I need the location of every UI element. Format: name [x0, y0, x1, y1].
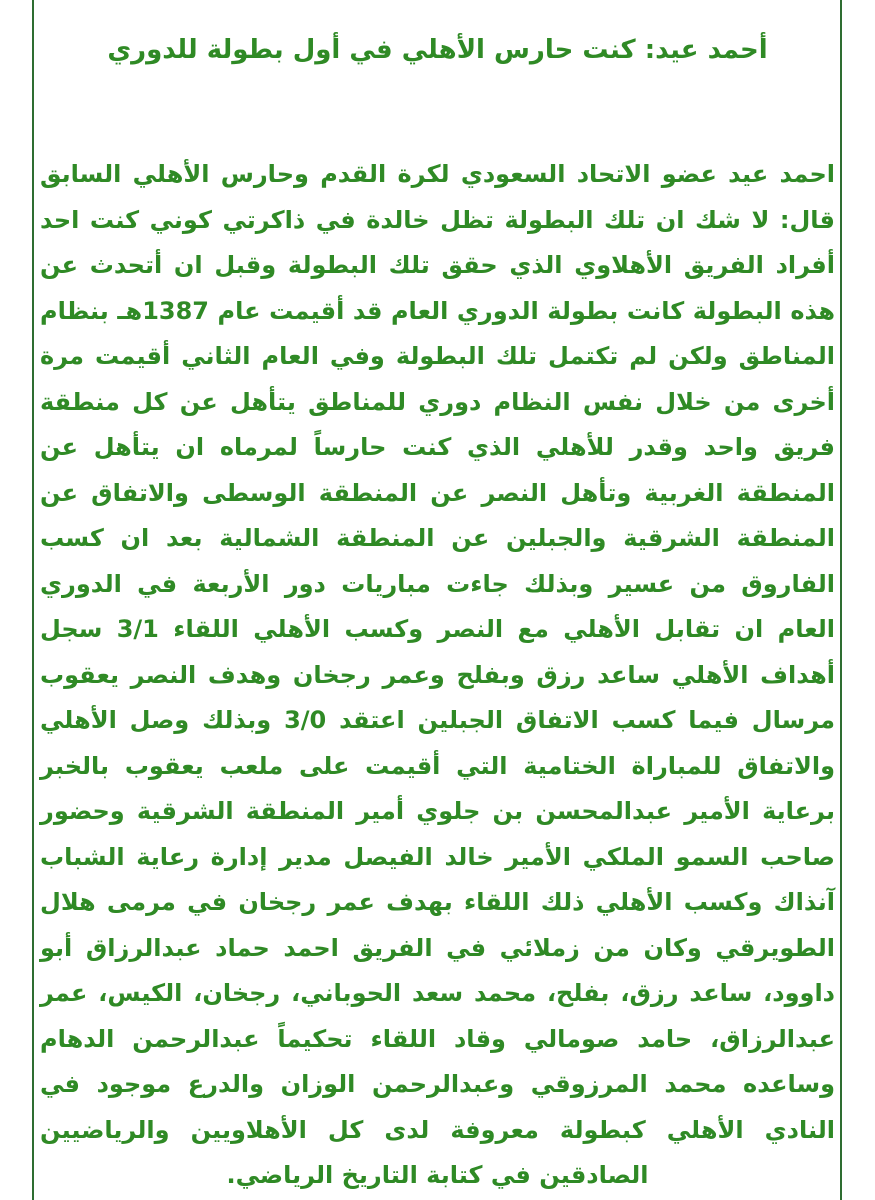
- article-title: أحمد عيد: كنت حارس الأهلي في أول بطولة للدوري: [107, 35, 768, 65]
- article-body: احمد عيد عضو الاتحاد السعودي لكرة القدم وحارس الأهلي السابق قال: لا شك ان تلك البطولة تظل خالدة في ذاكرتي كوني كنت احد أفراد الفريق الأهلاوي الذي حقق تلك البطولة وقبل ان أتحدث عن هذه البطولة كانت بطولة الدوري العام قد أقيمت عام 1387هـ بنظام المناطق ولكن لم تكتمل تلك البطولة وفي العام الثاني أقيمت مرة أخرى من خلال نفس النظام دوري للمناطق يتأهل عن كل منطقة فريق واحد وقدر للأهلي الذي كنت حارساً لمرماه ان يتأهل عن المنطقة الغربية وتأهل النصر عن المنطقة الوسطى والاتفاق عن المنطقة الشرقية والجبلين عن المنطقة الشمالية بعد ان كسب الفاروق من عسير وبذلك جاءت مباريات دور الأربعة في الدوري العام ان تقابل الأهلي مع النصر وكسب الأهلي اللقاء 3/1 سجل أهداف الأهلي ساعد رزق وبفلح وعمر رجخان وهدف النصر يعقوب مرسال فيما كسب الاتفاق الجبلين اعتقد 3/0 وبذلك وصل الأهلي والاتفاق للمباراة الختامية التي أقيمت على ملعب يعقوب بالخبر برعاية الأمير عبدالمحسن بن جلوي أمير المنطقة الشرقية وحضور صاحب السمو الملكي الأمير خالد الفيصل مدير إدارة رعاية الشباب آنذاك وكسب الأهلي ذلك اللقاء بهدف عمر رجخان في مرمى هلال الطويرقي وكان من زملائي في الفريق احمد حماد عبدالرزاق أبو داوود، ساعد رزق، بفلح، محمد سعد الحوباني، رجخان، الكيس، عمر عبدالرزاق، حامد صومالي وقاد اللقاء تحكيماً عبدالرحمن الدهام وساعده محمد المرزوقي وعبدالرحمن الوزان والدرع موجود في النادي الأهلي كبطولة معروفة لدى كل الأهلاويين والرياضيين الصادقين في كتابة التاريخ الرياضي.: [40, 160, 835, 1189]
